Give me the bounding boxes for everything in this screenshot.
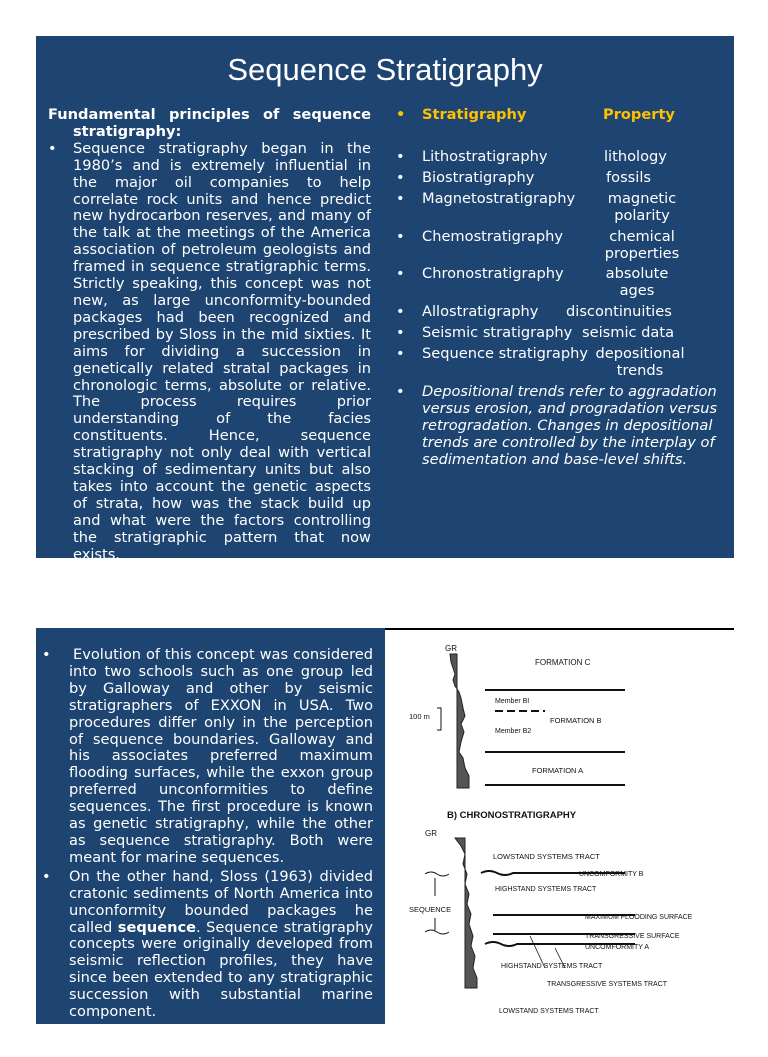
row-stratigraphy: Seismic stratigraphy xyxy=(422,323,573,341)
table-row xyxy=(394,149,724,170)
row-stratigraphy: Allostratigraphy xyxy=(422,302,539,320)
fundamentals-heading-line2: stratigraphy: xyxy=(73,122,182,140)
evolution-bullet-2 xyxy=(42,869,373,1021)
transgressive-tract-label: TRANSGRESSIVE SYSTEMS TRACT xyxy=(547,981,668,988)
bullet-1-text: Evolution of this concept was considered into two schools such as one group led by Galloway and other by seismic stratigraphers of EXXON in USA. Two procedures differ only in the perception of sequence boundaries. Galloway and his associates preferred maximum flooding surfaces, while the exxon group preferred unconformities to define sequences. The first procedure is known as genetic stratigraphy, while the other as sequence stratigraphy. Both were meant for marine sequences. xyxy=(69,646,373,866)
row-property: depositional trends xyxy=(595,344,685,379)
row-property: chemical properties xyxy=(604,227,680,262)
lowstand-top-label: LOWSTAND SYSTEMS TRACT xyxy=(493,852,600,861)
highstand-upper-label: HIGHSTAND SYSTEMS TRACT xyxy=(495,886,597,893)
fundamentals-column xyxy=(48,107,371,563)
row-stratigraphy: Lithostratigraphy xyxy=(422,147,548,165)
table-row xyxy=(394,229,724,266)
bullet-2-text-b: . Sequence stratigraphy concepts were originally developed from seismic reflection profiles, they have since been extended to any stratigraphic succession with substantial marine component. xyxy=(69,918,373,1021)
stratigraphy-property-table xyxy=(394,107,724,468)
formation-c-label: FORMATION C xyxy=(535,658,591,667)
transgressive-surface-label: TRANSGRESSIVE SURFACE xyxy=(585,933,680,940)
gr-label-bottom: GR xyxy=(425,829,437,838)
gr-log-lower xyxy=(455,838,477,988)
evolution-text xyxy=(42,647,373,1057)
max-flooding-label: MAXIMUM FLOODING SURFACE xyxy=(585,914,693,921)
scale-label: 100 m xyxy=(409,712,430,721)
table-row xyxy=(394,304,724,325)
table-header-row xyxy=(394,107,724,124)
slide-sequence-stratigraphy xyxy=(36,36,734,563)
table-row xyxy=(394,346,724,384)
highstand-lower-label: HIGHSTAND SYSTEMS TRACT xyxy=(501,963,603,970)
member-b1-label: Member BI xyxy=(495,698,530,705)
header-stratigraphy: Stratigraphy xyxy=(422,106,527,123)
depositional-trends-note: • Depositional trends refer to aggradation versus erosion, and progradation versus retrogradation. Changes in depositional trends are controlled by the interplay of sedimentation and base-level shifts. xyxy=(394,384,724,469)
diagram-svg xyxy=(385,628,734,1024)
table-row xyxy=(394,170,724,191)
evolution-bullet-1 xyxy=(42,647,373,867)
row-stratigraphy: Biostratigraphy xyxy=(422,168,535,186)
gr-label-top: GR xyxy=(445,644,457,653)
row-property: lithology xyxy=(604,147,667,165)
unconformity-a-label: UNCOMFORMITY A xyxy=(585,944,650,951)
lowstand-bottom-label: LOWSTAND SYSTEMS TRACT xyxy=(499,1008,599,1015)
unconformity-wavy xyxy=(425,872,449,876)
table-row xyxy=(394,325,724,346)
header-property: Property xyxy=(603,106,675,123)
fundamentals-paragraph: • Sequence stratigraphy began in the 1980’s and is extremely influential in the major oil companies to help correlate rock units and hence predict new hydrocarbon reserves, and many of the talk at the meetings of the America association of petroleum geologists and framed in sequence stratigraphic terms. Strictly speaking, this concept was not new, as large unconformity-bounded packages had been recognized and prescribed by Sloss in the mid sixties. It aims for dividing a succession in genetically related stratal packages in chronologic terms, absolute or relative. The process requires prior understanding of the facies constituents. Hence, sequence stratigraphy not only deal with vertical stacking of sedimentary units but also takes into account the genetic aspects of strata, how was the stack build up and what were the factors controlling the stratigraphic pattern that now exists. xyxy=(48,141,371,564)
row-property: discontinuities xyxy=(566,302,672,320)
fundamentals-heading-line1: Fundamental principles of sequence xyxy=(48,106,371,123)
stratigraphy-diagram xyxy=(385,628,734,1024)
bullet-2-text-a: On the other hand, Sloss (1963) divided cratonic sediments of North America into unconformity bounded packages he called xyxy=(69,867,373,936)
row-stratigraphy: Chronostratigraphy xyxy=(422,264,564,282)
slide-title: Sequence Stratigraphy xyxy=(227,52,543,87)
unconformity-b-label: UNCOMFORMITY B xyxy=(579,871,644,878)
row-property: fossils xyxy=(606,168,651,186)
row-property: seismic data xyxy=(582,323,675,341)
member-b2-label: Member B2 xyxy=(495,728,532,735)
sequence-label: SEQUENCE xyxy=(409,905,452,914)
unconformity-wavy xyxy=(425,930,449,934)
row-property: absolute ages xyxy=(605,264,669,299)
row-stratigraphy: Magnetostratigraphy xyxy=(422,189,576,207)
formation-a-label: FORMATION A xyxy=(532,766,584,775)
row-property: magnetic polarity xyxy=(607,189,677,224)
table-row xyxy=(394,191,724,229)
scale-bracket xyxy=(437,708,441,730)
formation-b-label: FORMATION B xyxy=(550,716,602,725)
chronostratigraphy-title: B) CHRONOSTRATIGRAPHY xyxy=(447,810,577,821)
evolution-bullet-3 xyxy=(42,1023,373,1057)
table-row xyxy=(394,266,724,304)
bullet-2-bold: sequence xyxy=(117,918,197,936)
slide-evolution-concept xyxy=(36,628,385,1056)
row-stratigraphy: Chemostratigraphy xyxy=(422,227,563,245)
row-stratigraphy: Sequence stratigraphy xyxy=(422,344,589,362)
bullet-3-text: Vail et al (1977), Mitchum (1977) and Van xyxy=(69,1021,373,1056)
gr-log-upper xyxy=(450,654,469,788)
